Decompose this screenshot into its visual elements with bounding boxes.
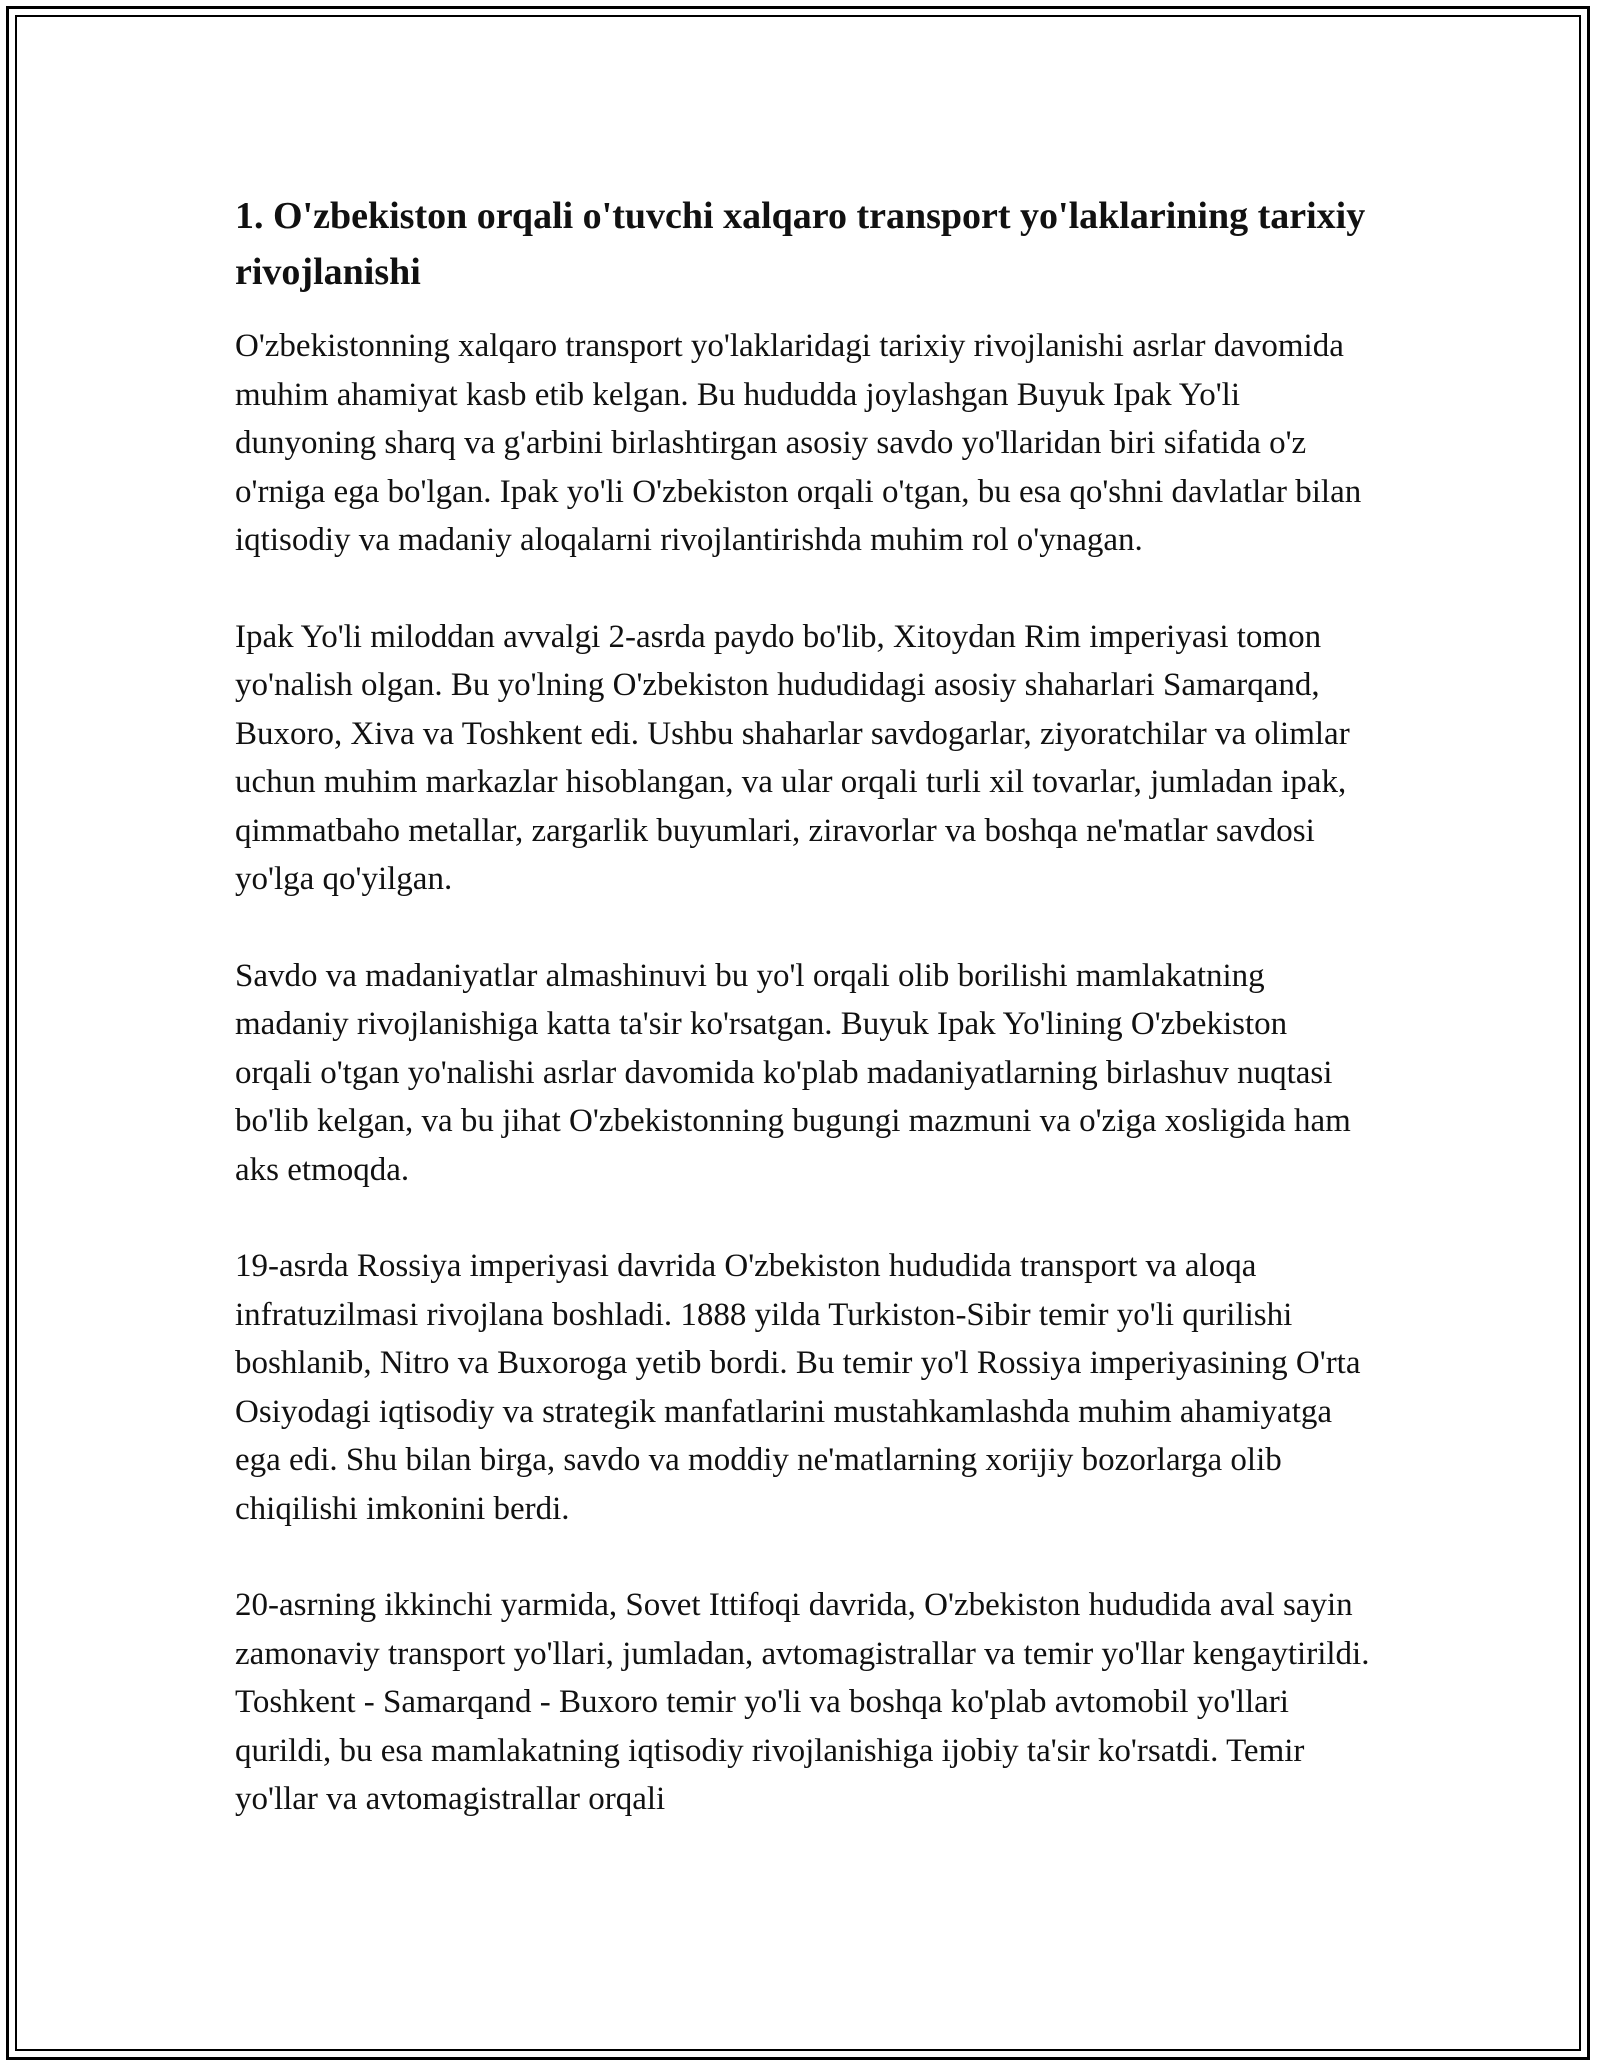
paragraph-1: O'zbekistonning xalqaro transport yo'laklaridagi tarixiy rivojlanishi asrlar davomida muhim ahamiyat kasb etib kelgan. Bu hududda joylashgan Buyuk Ipak Yo'li dunyoning sharq va g'arbini birlashtirgan asosiy savdo yo'llaridan biri sifatida o'z o'rniga ega bo'lgan. Ipak yo'li O'zbekiston orqali o'tgan, bu esa qo'shni davlatlar bilan iqtisodiy va madaniy aloqalarni rivojlantirishda muhim rol o'ynagan. [235,328,1362,558]
paragraph-5: 20-asrning ikkinchi yarmida, Sovet Ittifoqi davrida, O'zbekiston hududida aval sayin zamonaviy transport yo'llari, jumladan, avtomagistrallar va temir yo'llar kengaytirildi. Toshkent - Samarqand - Buxoro temir yo'li va boshqa ko'plab avtomobil yo'llari qurildi, bu esa mamlakatning iqtisodiy rivojlanishiga ijobiy ta'sir ko'rsatdi. Temir yo'llar va avtomagistrallar orqali [235,1587,1370,1817]
document-body [235,188,1370,1872]
paragraph-4: 19-asrda Rossiya imperiyasi davrida O'zbekiston hududida transport va aloqa infratuzilmasi rivojlana boshladi. 1888 yilda Turkiston-Sibir temir yo'li qurilishi boshlanib, Nitro va Buxoroga yetib bordi. Bu temir yo'l Rossiya imperiyasining O'rta Osiyodagi iqtisodiy va strategik manfatlarini mustahkamlashda muhim ahamiyatga ega edi. Shu bilan birga, savdo va moddiy ne'matlarning xorijiy bozorlarga olib chiqilishi imkonini berdi. [235,1248,1361,1527]
paragraph-2: Ipak Yo'li miloddan avvalgi 2-asrda paydo bo'lib, Xitoydan Rim imperiyasi tomon yo'nalish olgan. Bu yo'lning O'zbekiston hududidagi asosiy shaharlari Samarqand, Buxoro, Xiva va Toshkent edi. Ushbu shaharlar savdogarlar, ziyoratchilar va olimlar uchun muhim markazlar hisoblangan, va ular orqali turli xil tovarlar, jumladan ipak, qimmatbaho metallar, zargarlik buyumlari, ziravorlar va boshqa ne'matlar savdosi yo'lga qo'yilgan. [235,618,1350,897]
section-title: 1. O'zbekiston orqali o'tuvchi xalqaro transport yo'laklarining tarixiy rivojlanishi [235,195,1366,293]
paragraph-3: Savdo va madaniyatlar almashinuvi bu yo'l orqali olib borilishi mamlakatning madaniy rivojlanishiga katta ta'sir ko'rsatgan. Buyuk Ipak Yo'lining O'zbekiston orqali o'tgan yo'nalishi asrlar davomida ko'plab madaniyatlarning birlashuv nuqtasi bo'lib kelgan, va bu jihat O'zbekistonning bugungi mazmuni va o'ziga xosligida ham aks etmoqda. [235,957,1351,1188]
